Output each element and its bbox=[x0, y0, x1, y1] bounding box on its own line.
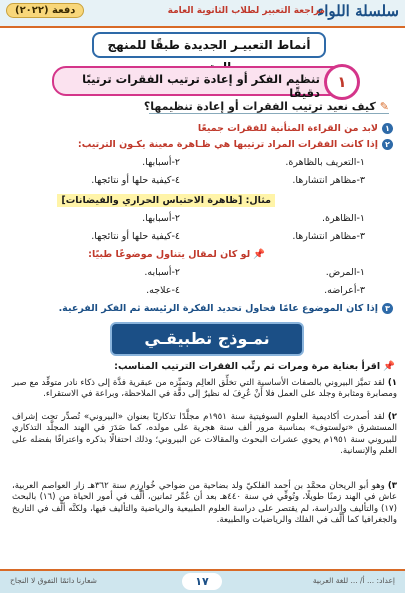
main-title: أنماط التعبيـر الجديدة طبقًا للمنهج bbox=[92, 32, 326, 58]
question-heading bbox=[144, 100, 389, 113]
lesson-number: ١ bbox=[324, 64, 360, 100]
list-c-item-1: ١-المرض. bbox=[325, 267, 365, 278]
paragraph-3-text: وهو أبو الريحان محمَّد بن أحمد الفلكيّ ولد بضاحية من ضواحي خُوارِزم سنة ٣٦٢هـ زار العواصم العربية، عاش في الهند زمنًا طويلًا، وتُوفِّي في سنة ٤٤٠هـ بعد أن عُمِّر ثمانين، ألَّف في أمور الحياة من (١٦) بالبحث (١٧) والتأليف والدراسة، لم يقتصر على دراسة العلوم الطبيعية والرياضية والتأليف فيها، ولكنَّه ألَّف في التاريخ والجغرافيا كما ألَّف في الفلك والرياضيات والطبيعة. bbox=[12, 481, 397, 526]
pencil-icon: ✎ bbox=[379, 100, 389, 113]
page-footer bbox=[0, 569, 405, 593]
step-1 bbox=[198, 122, 393, 135]
paragraph-2-text: لقد أصدرت أكاديمية العلوم السوفيتية سنة ١٩٥١م مجلَّدًا تذكاريًا بعنوان «البيروني» تُصدِّر تحت إشراف المستشرق «تولستوف» بمناسبة مرور ألف سنة هجرية على مولده، كما صَدَرَ في الهند المجلَّد التذكاري للبيروني سنة ١٩٥١م يحوي عشرات البحوث والمقالات عن البيروني؛ وذلك احتفالًا بذكره واعترافًا بفضله على العلم والإنسانية. bbox=[12, 412, 397, 457]
list-b-item-4: ٤-كيفية حلها أو نتائجها. bbox=[91, 231, 180, 242]
instruction-text: اقرأ بعناية مرة ومرات ثم رتِّب الفقرات الترتيب المناسب: bbox=[114, 361, 381, 372]
step-2-text: إذا كانت الفقرات المراد ترتيبها هي ظـاهرة معينة يكـون الترتيب: bbox=[77, 139, 378, 150]
batch-badge: دفعة (٢٠٢٢) bbox=[6, 3, 84, 18]
list-a-item-3: ٣-مظاهر انتشارها. bbox=[292, 175, 365, 186]
footer-author: إعداد: ... أ/ ... للغة العربية bbox=[312, 576, 395, 585]
example-label: مثال: [ظاهرة الاحتباس الحراري والفيضانات] bbox=[57, 194, 275, 207]
medical-text: لو كان لمقال يتناول موضوعًا طبيًا: bbox=[88, 249, 251, 260]
pin-icon: 📌 bbox=[383, 361, 395, 372]
step-3-text: إذا كان الموضوع عامًا فحاول تحديد الفكرة الرئيسة ثم الفكر الفرعية. bbox=[58, 303, 378, 314]
step-1-number: ١ bbox=[382, 123, 393, 134]
paragraph-3-number: ٣) bbox=[387, 481, 398, 491]
paragraph-2-number: ٢) bbox=[387, 412, 397, 422]
step-1-text: لابد من القراءة المتأنية للفقرات جميعًا bbox=[197, 123, 378, 134]
medical-note bbox=[88, 248, 265, 261]
paragraph-1-text: لقد تميَّز البيروني بالصفات الأساسية التي تخلِّق العالِم وتميِّزه من عبقرية فذَّة إلى ذكاء نادر متوقِّد مع صبر ومصابرة ومثابرة وجلد على العمل فلا أَنْ عُرِفَ له نظيرٌ إلى دقَّة في الملاحظة، وبراعة في الاستقراء. bbox=[12, 378, 397, 400]
pin-icon: 📌 bbox=[253, 249, 265, 260]
list-a-item-2: ٢-أسبابها. bbox=[142, 157, 180, 168]
list-b-item-3: ٣-مظاهر انتشارها. bbox=[292, 231, 365, 242]
list-c-item-4: ٤-علاجه. bbox=[146, 285, 180, 296]
list-a-item-4: ٤-كيفية حلها أو نتائجها. bbox=[91, 175, 180, 186]
step-3 bbox=[59, 302, 393, 315]
page-header bbox=[0, 0, 405, 28]
page-number: ١٧ bbox=[182, 573, 222, 590]
heading-underline bbox=[149, 113, 389, 114]
paragraph-1 bbox=[12, 378, 397, 401]
header-subtitle: مراجعة التعبير لطلاب الثانوية العامة bbox=[167, 6, 325, 16]
lesson-title: تنظيم الفكر أو إعادة ترتيب الفقرات ترتيبًا دقيقًا bbox=[82, 72, 320, 100]
list-a-item-1: ١-التعريف بالظاهرة. bbox=[285, 157, 365, 168]
step-2 bbox=[78, 138, 393, 151]
instruction bbox=[114, 360, 395, 373]
paragraph-2 bbox=[12, 412, 397, 458]
step-3-number: ٣ bbox=[382, 303, 393, 314]
model-heading: نمـوذج تطبيقـي bbox=[110, 322, 304, 356]
question-text: كيف نعيد ترتيب الفقرات أو إعادة تنظيمها؟ bbox=[143, 100, 376, 113]
paragraph-1-number: ١) bbox=[387, 378, 397, 388]
lesson-banner bbox=[52, 66, 356, 100]
list-b-item-1: ١-الظاهرة. bbox=[321, 213, 365, 224]
footer-slogan: شعارنا دائمًا التفوق لا النجاح bbox=[10, 576, 97, 585]
series-title: سلسلة اللواء bbox=[317, 2, 399, 20]
list-c-item-3: ٣-أعراضه. bbox=[324, 285, 365, 296]
list-b-item-2: ٢-أسبابها. bbox=[142, 213, 180, 224]
paragraph-3 bbox=[12, 481, 397, 527]
step-2-number: ٢ bbox=[382, 139, 393, 150]
list-c-item-2: ٢-أسبابه. bbox=[144, 267, 180, 278]
